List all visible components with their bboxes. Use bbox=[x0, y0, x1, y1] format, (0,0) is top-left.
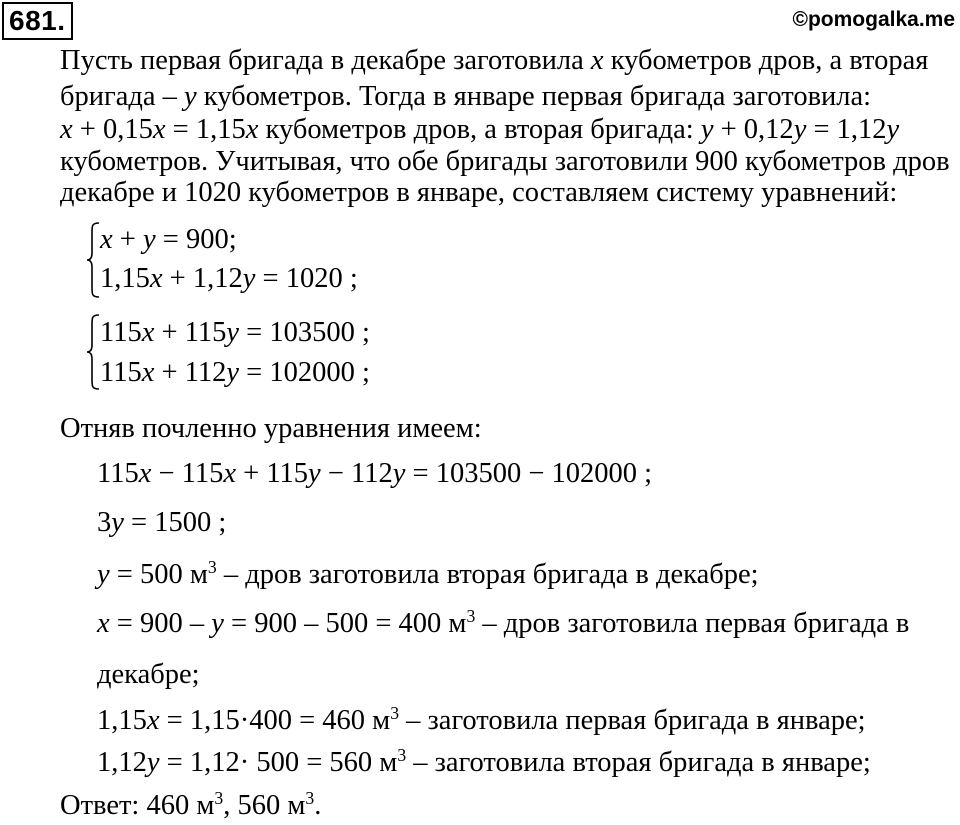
step-3: y = 500 $м^3$ – дров заготовила вторая бригада в декабре; bbox=[97, 557, 759, 590]
step-1: 115x − 115x + 115y − 112y = 103500 − 102000 ; bbox=[97, 458, 653, 489]
intro-line-1: Пусть первая бригада в декабре заготовила x кубометров дров, а вторая bbox=[60, 45, 929, 76]
system-brace-2 bbox=[86, 314, 100, 390]
intro-line-4: кубометров. Учитывая, что обе бригады заготовили 900 кубометров дров bbox=[60, 146, 950, 177]
site-watermark: ©pomogalka.me bbox=[792, 8, 955, 31]
step-5: 1,15x = 1,15·400 = 460 $м^3$ – заготовила первая бригада в январе; bbox=[97, 703, 866, 736]
step-2: 3y = 1500 ; bbox=[97, 507, 227, 538]
intro-line-3: x + 0,15x = 1,15x кубометров дров, а вторая бригада: y + 0,12y = 1,12y bbox=[60, 114, 900, 145]
intro-line-2: бригада – y кубометров. Тогда в январе первая бригада заготовила: bbox=[60, 81, 872, 112]
system1-eq2: 1,15x + 1,12y = 1020 ; bbox=[100, 263, 358, 294]
answer: Ответ: 460 $м^3$, 560 $м^3$. bbox=[60, 788, 322, 821]
system-brace-1 bbox=[86, 222, 100, 298]
problem-number: 681. bbox=[2, 2, 73, 40]
step-6: 1,12y = 1,12· 500 = 560 $м^3$ – заготовила вторая бригада в январе; bbox=[97, 745, 871, 778]
subtract-intro: Отняв почленно уравнения имеем: bbox=[60, 413, 482, 444]
step-4b: декабре; bbox=[97, 659, 200, 690]
system2-eq1: 115x + 115y = 103500 ; bbox=[100, 317, 370, 348]
intro-line-5: декабре и 1020 кубометров в январе, составляем систему уравнений: bbox=[60, 177, 898, 208]
step-4a: x = 900 – y = 900 – 500 = 400 $м^3$ – дров заготовила первая бригада в bbox=[97, 606, 910, 639]
system1-eq1: x + y = 900; bbox=[100, 224, 237, 255]
system2-eq2: 115x + 112y = 102000 ; bbox=[100, 357, 370, 388]
